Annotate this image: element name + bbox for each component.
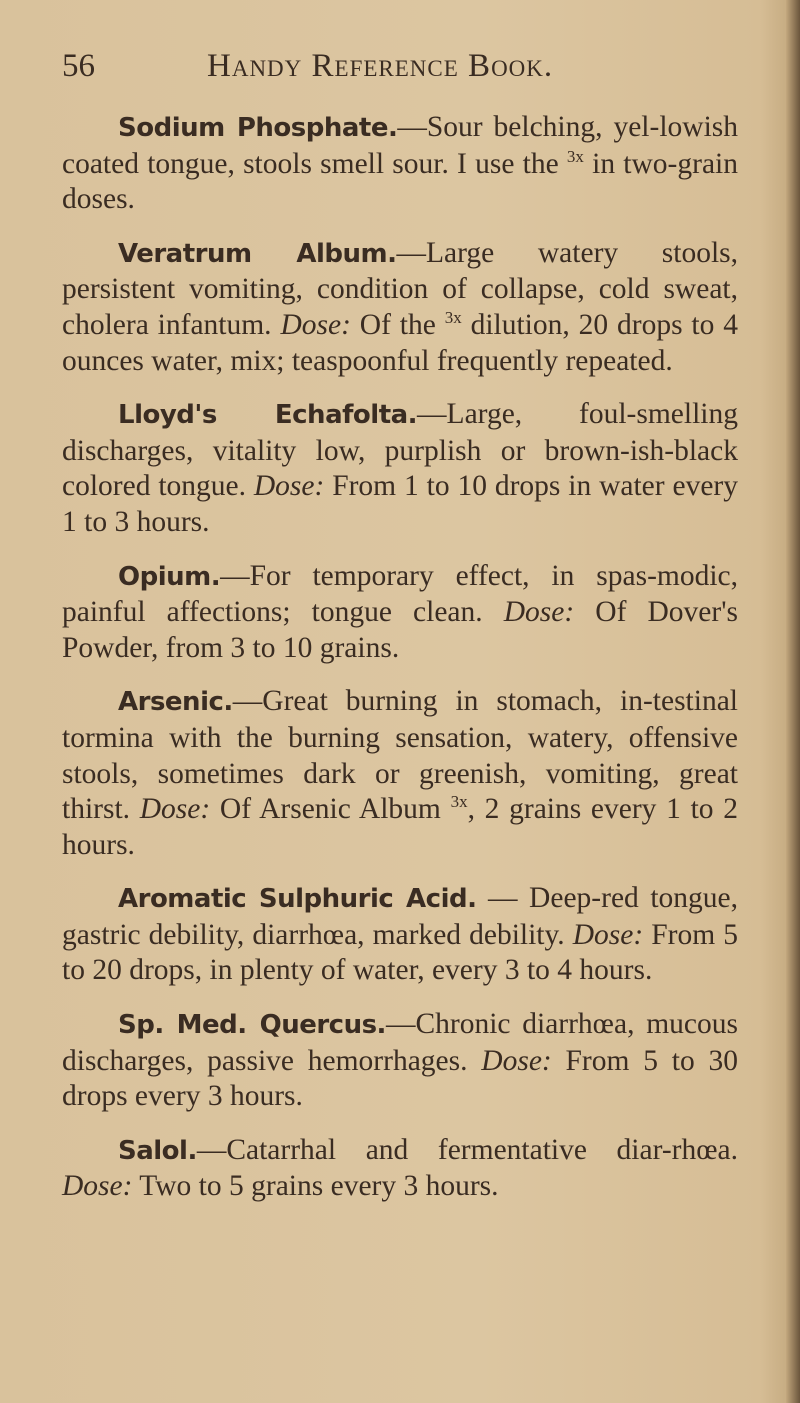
entry-text: From 5 to 30 drops every 3 hours. <box>62 1044 738 1113</box>
entry-text: —Sour belching, yel-lowish coated tongue, stools smell sour. I use the <box>62 111 738 180</box>
potency-superscript: 3x <box>450 792 468 812</box>
entry-text: —Large watery stools, persistent vomiting, condition of collapse, cold sweat, cholera infantum. <box>62 236 738 341</box>
entry-text: Of Arsenic Album <box>210 793 451 826</box>
dose-label: Dose: <box>572 918 644 951</box>
page-header <box>62 48 752 88</box>
entry-text: —Chronic diarrhœa, mucous discharges, passive hemorrhages. <box>62 1008 738 1077</box>
entry-text: dilution, 20 drops to 4 ounces water, mix; teaspoonful frequently repeated. <box>62 308 738 377</box>
potency-superscript: 3x <box>444 308 462 328</box>
entry-text: in two-grain doses. <box>62 147 738 216</box>
entry-sodium-phosphate <box>62 110 738 218</box>
entry-text: Of the <box>350 308 445 341</box>
entry-text: —Great burning in stomach, in-testinal tormina with the burning sensation, watery, offensive stools, sometimes dark or greenish, vomiting, great thirst. <box>62 685 738 826</box>
entry-sp-med-quercus <box>62 1007 738 1115</box>
page-body <box>62 110 738 1223</box>
dose-label: Dose: <box>62 1170 133 1203</box>
entry-name: Veratrum Album. <box>118 238 397 269</box>
dose-label: Dose: <box>139 793 211 826</box>
entry-text: — Deep-red tongue, gastric debility, diarrhœa, marked debility. <box>62 882 738 951</box>
entry-text: Two to 5 grains every 3 hours. <box>132 1170 499 1203</box>
running-title: Handy Reference Book. <box>207 48 554 84</box>
dose-label: Dose: <box>253 470 325 503</box>
potency-superscript: 3x <box>566 146 584 166</box>
page-edge <box>786 0 800 1403</box>
entry-text: , 2 grains every 1 to 2 hours. <box>62 793 738 861</box>
entry-opium <box>62 559 738 667</box>
entry-arsenic <box>62 684 738 863</box>
dose-label: Dose: <box>280 308 351 341</box>
entry-text: —Large, foul-smelling discharges, vitality low, purplish or brown-ish-black colored tongue. <box>62 398 738 503</box>
entry-aromatic-sulphuric-acid <box>62 881 738 989</box>
entry-name: Aromatic Sulphuric Acid. <box>118 884 477 915</box>
entry-text: —Catarrhal and fermentative diar-rhœa. <box>196 1133 738 1166</box>
entry-salol <box>62 1133 738 1205</box>
entry-name: Arsenic. <box>118 687 233 718</box>
entry-name: Sodium Phosphate. <box>118 113 398 143</box>
entry-name: Opium. <box>118 561 221 592</box>
page-number: 56 <box>62 48 95 84</box>
entry-name: Salol. <box>118 1135 197 1166</box>
entry-name: Sp. Med. Quercus. <box>118 1010 386 1041</box>
dose-label: Dose: <box>503 596 575 629</box>
entry-text: From 1 to 10 drops in water every 1 to 3 hours. <box>62 470 738 538</box>
entry-name: Lloyd's Echafolta. <box>118 400 418 431</box>
entry-text: From 5 to 20 drops, in plenty of water, every 3 to 4 hours. <box>62 918 738 987</box>
entry-text: Of Dover's Powder, from 3 to 10 grains. <box>62 596 738 664</box>
entry-text: —For temporary effect, in spas-modic, painful affections; tongue clean. <box>62 559 738 629</box>
entry-lloyds-echafolta <box>62 397 738 540</box>
entry-veratrum-album <box>62 236 738 379</box>
dose-label: Dose: <box>481 1044 552 1077</box>
